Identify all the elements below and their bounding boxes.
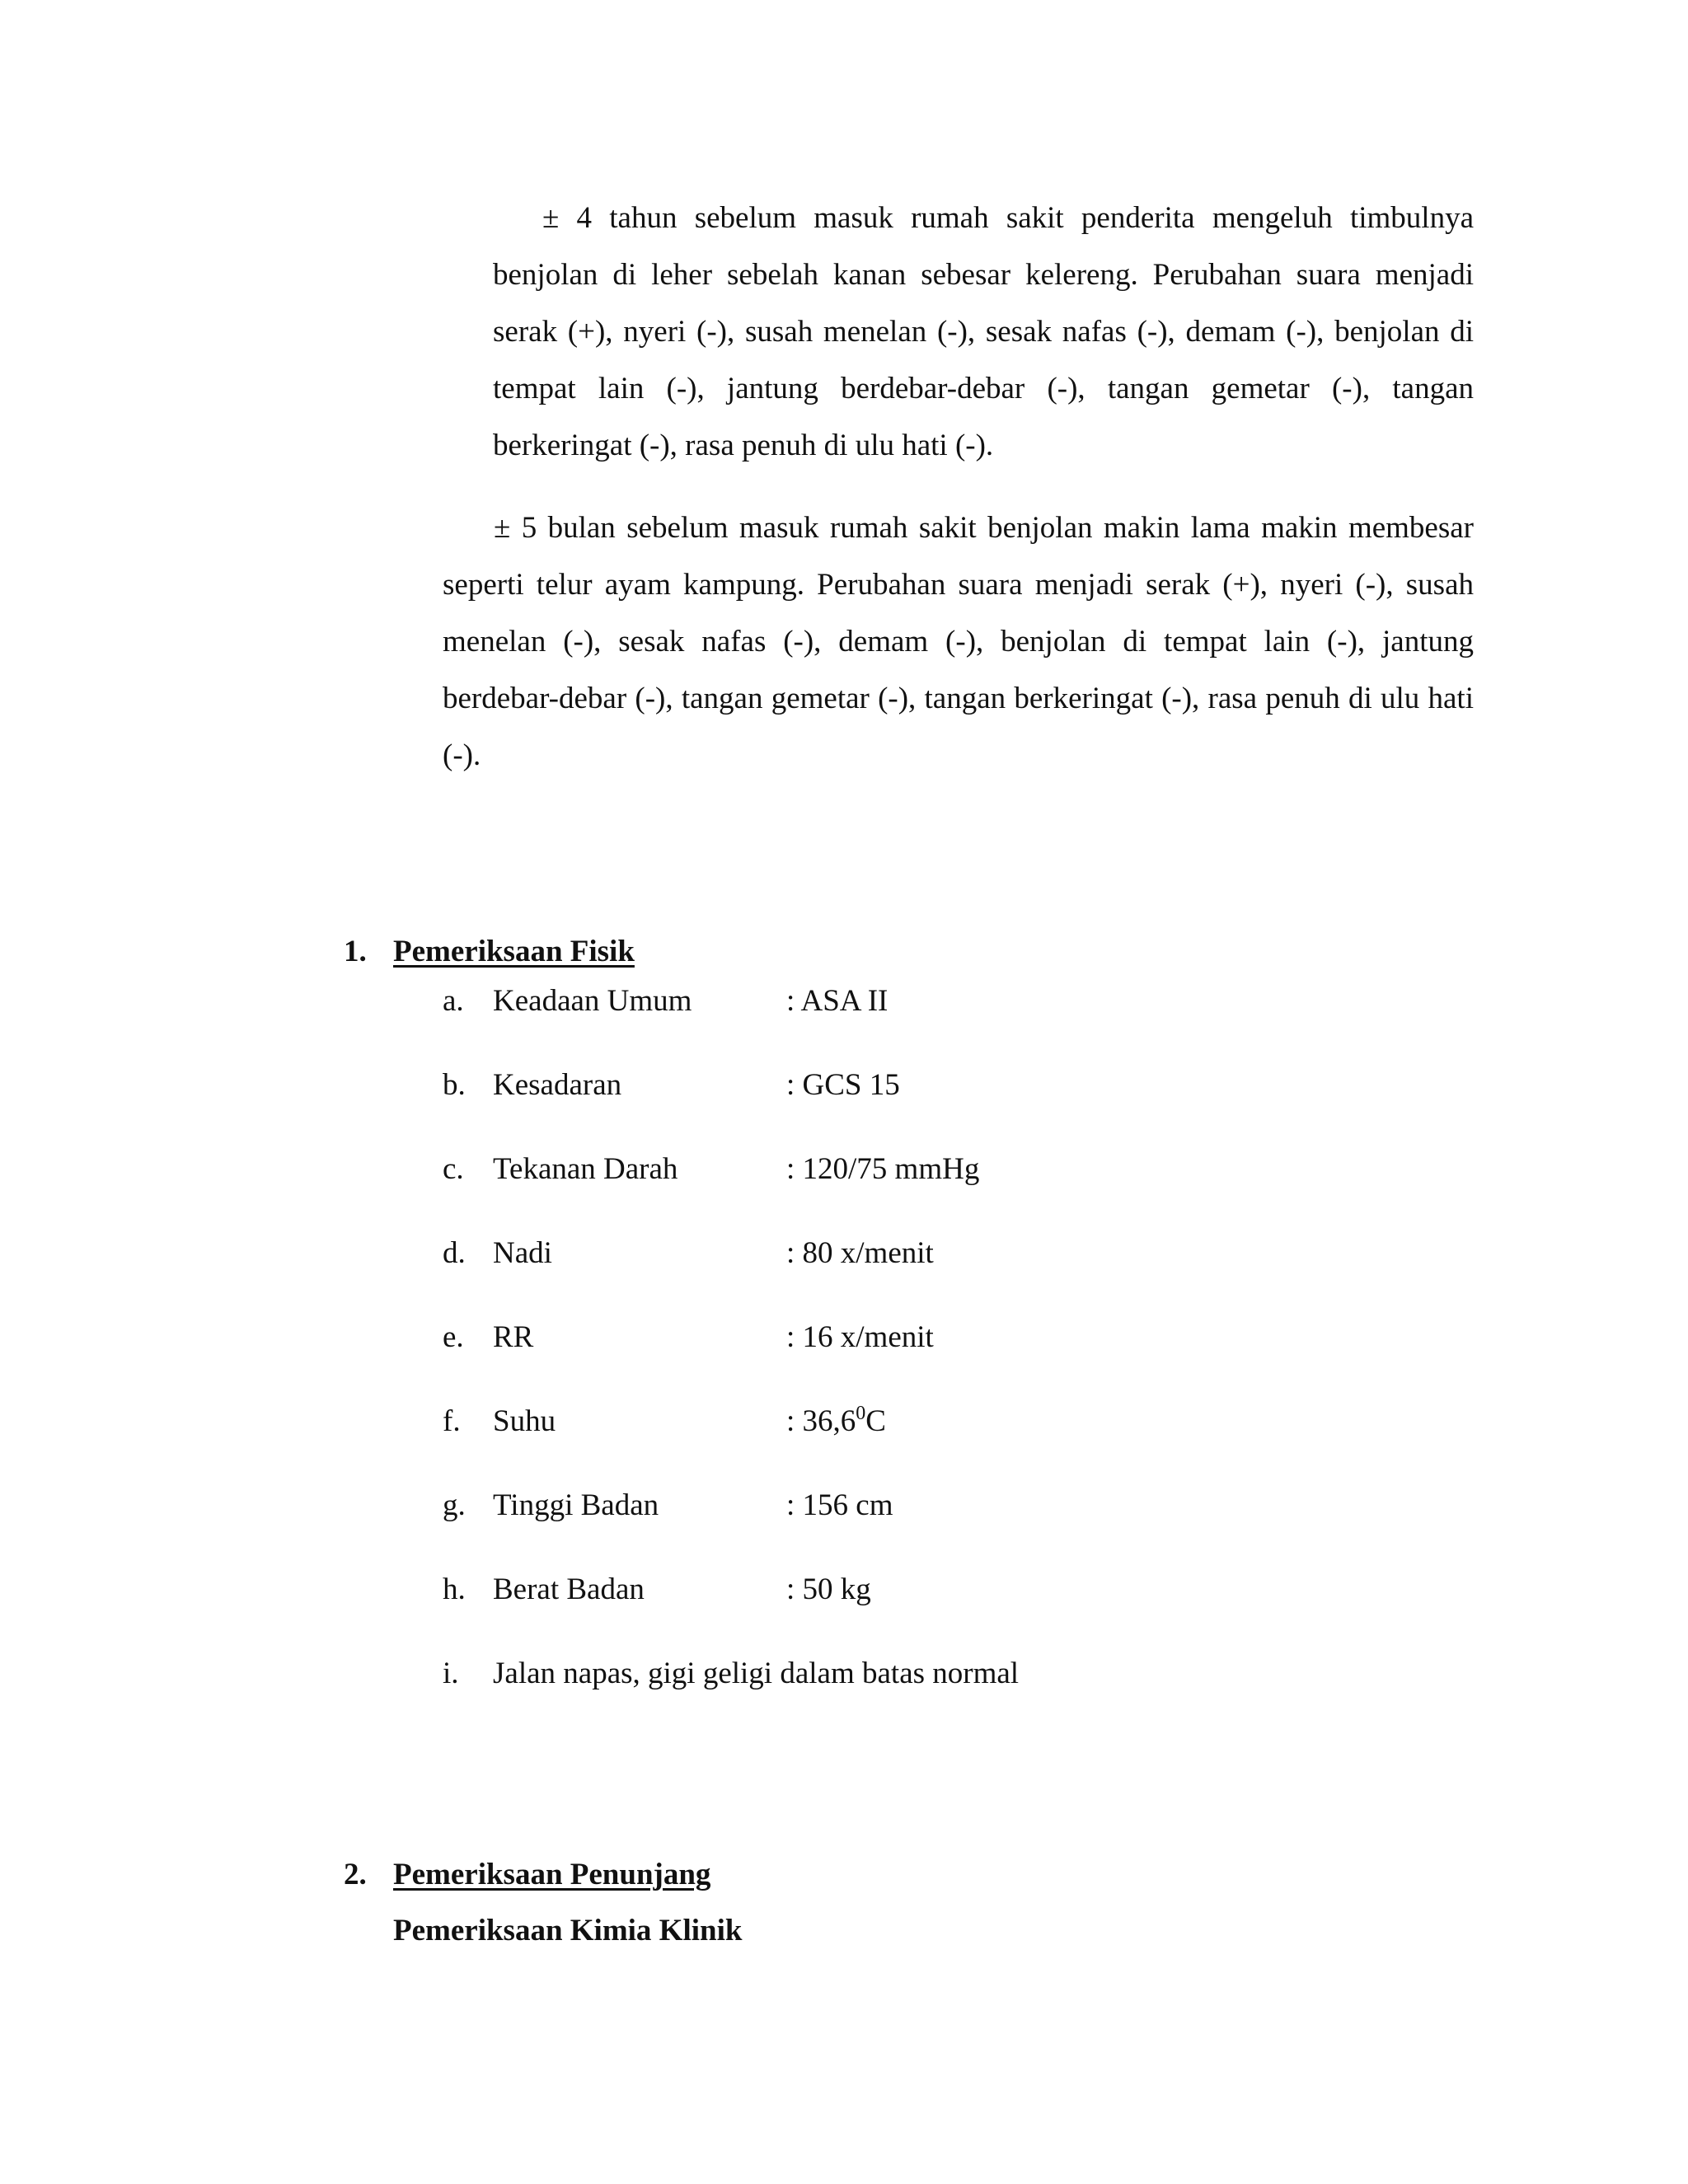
section-number: 2. [344,1858,367,1891]
temperature-value: : 36,6 [786,1404,856,1438]
item-value: : 156 cm [786,1488,893,1522]
history-paragraph-2: ± 5 bulan sebelum masuk rumah sakit benjolan makin lama makin membesar seperti telur ayam kampung. Perubahan suara menjadi serak (+), nyeri (-), susah menelan (-), sesak nafas (-), demam (-), benjolan di tempat lain (-), jantung berdebar-debar (-), tangan gemetar (-), tangan berkeringat (-), rasa penuh di ulu hati (-). [443,511,1474,772]
section-title: Pemeriksaan Fisik [393,935,635,968]
temperature-unit: C [865,1404,886,1438]
history-paragraph-1: ± 4 tahun sebelum masuk rumah sakit penderita mengeluh timbulnya benjolan di leher sebelah kanan sebesar kelereng. Perubahan suara menjadi serak (+), nyeri (-), susah menelan (-), sesak nafas (-), demam (-), benjolan di tempat lain (-), jantung berdebar-debar (-), tangan gemetar (-), tangan berkeringat (-), rasa penuh di ulu hati (-). [493,201,1474,462]
exam-item [443,1645,1514,1702]
exam-item [443,972,1514,1029]
item-letter: b. [443,1068,466,1102]
item-letter: a. [443,984,464,1018]
section-number: 1. [344,935,367,968]
item-value: : GCS 15 [786,1068,900,1102]
item-label: Nadi [493,1236,552,1270]
item-letter: f. [443,1404,461,1438]
degree-superscript: 0 [856,1403,866,1424]
item-letter: i. [443,1657,459,1690]
item-value: : 16 x/menit [786,1320,934,1354]
exam-item [443,1141,1514,1197]
item-label: Keadaan Umum [493,984,692,1018]
item-letter: d. [443,1236,466,1270]
item-letter: e. [443,1320,464,1354]
item-value: : 120/75 mmHg [786,1152,980,1186]
item-value: : 50 kg [786,1572,871,1606]
exam-item [443,1393,1514,1450]
exam-item [443,1225,1514,1282]
section-subtitle: Pemeriksaan Kimia Klinik [393,1914,743,1947]
item-label: Kesadaran [493,1068,622,1102]
item-value: : 80 x/menit [786,1236,934,1270]
item-label: RR [493,1320,534,1354]
exam-item [443,1477,1514,1534]
exam-item [443,1309,1514,1366]
item-label: Jalan napas, gigi geligi dalam batas normal [493,1657,1020,1690]
item-label: Suhu [493,1404,556,1438]
exam-item [443,1057,1514,1113]
section-title: Pemeriksaan Penunjang [393,1858,711,1891]
item-value: : ASA II [786,984,889,1018]
item-letter: h. [443,1572,466,1606]
item-value [786,1393,886,1450]
exam-item [443,1561,1514,1618]
item-letter: c. [443,1152,464,1186]
item-label: Tekanan Darah [493,1152,678,1186]
item-label: Tinggi Badan [493,1488,659,1522]
item-label: Berat Badan [493,1572,645,1606]
item-letter: g. [443,1488,466,1522]
